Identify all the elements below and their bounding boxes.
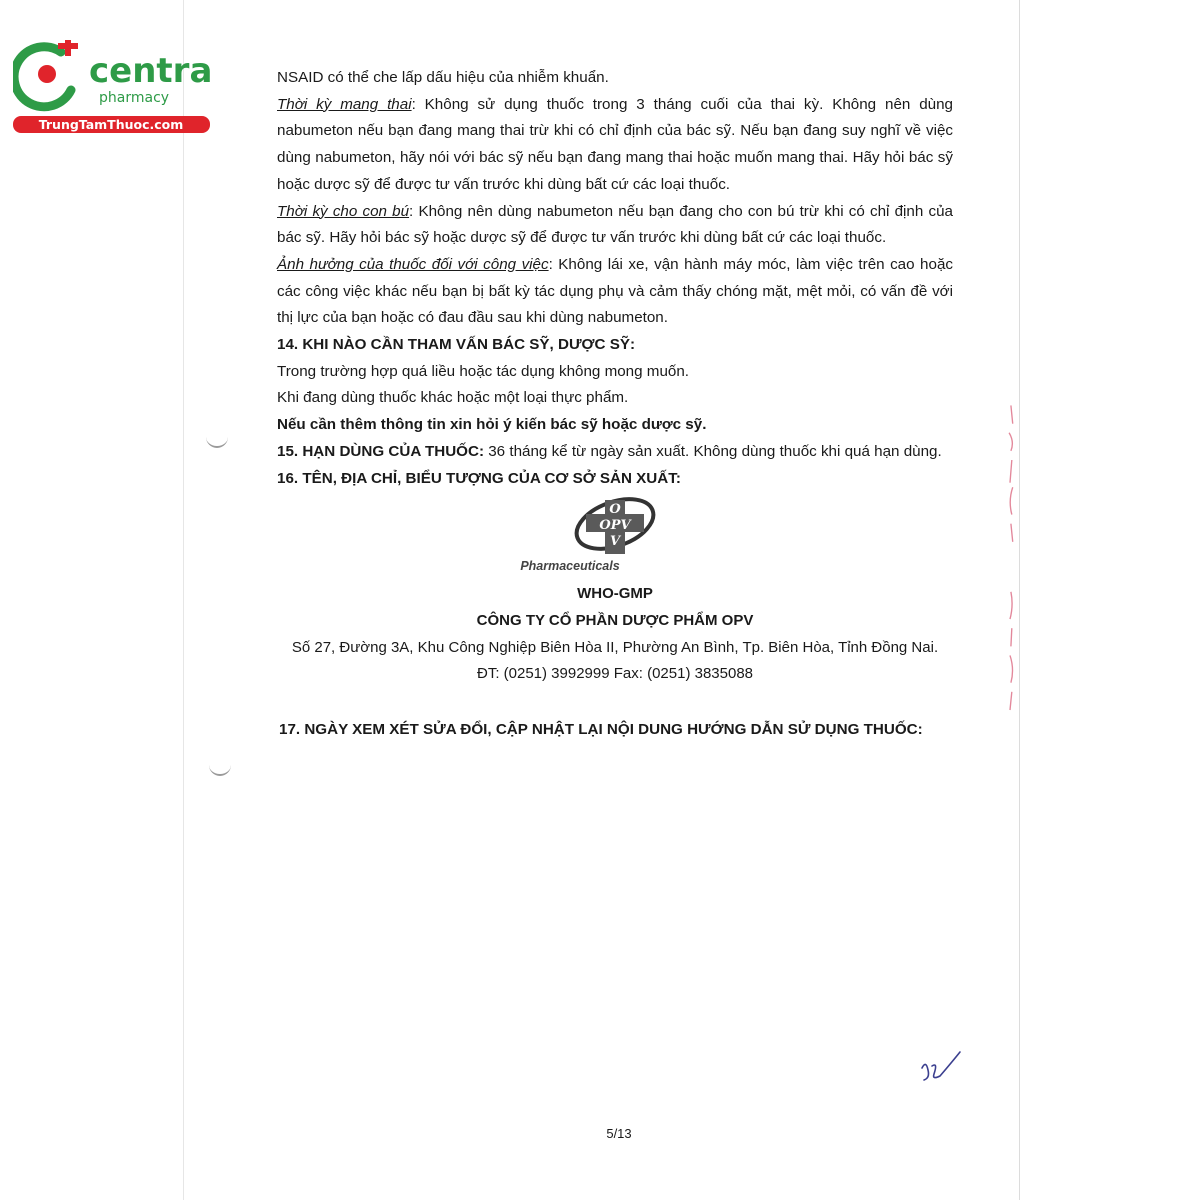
page-number: 5/13	[606, 1126, 632, 1141]
svg-text:central: central	[89, 51, 213, 91]
section-14-heading: 14. KHI NÀO CẦN THAM VẤN BÁC SỸ, DƯỢC SỸ:	[277, 336, 636, 354]
central-pharmacy-logo	[13, 40, 213, 140]
driving-text: : Không lái xe, vận hành máy móc, làm việc trên cao hoặc các công việc khác nếu bạn bị bất kỳ tác dụng phụ và cảm thấy chóng mặt, mệt mỏi, có vấn đề với thị lực của bạn hoặc có đau đầu sau khi dùng nabumeton.	[277, 255, 953, 327]
section-16-heading: 16. TÊN, ĐỊA CHỈ, BIỂU TƯỢNG CỦA CƠ SỞ SẢN XUẤT:	[277, 469, 681, 487]
company-address: Số 27, Đường 3A, Khu Công Nghiệp Biên Hòa II, Phường An Bình, Tp. Biên Hòa, Tỉnh Đồng Nai.	[291, 639, 939, 656]
text-line: NSAID có thể che lấp dấu hiệu của nhiễm khuẩn.	[277, 69, 609, 86]
handwritten-initials-mark	[918, 1050, 964, 1086]
stamp-edge-mark	[1000, 380, 1020, 740]
breastfeeding-text: : Không nên dùng nabumeton nếu bạn đang cho con bú trừ khi có chỉ định của bác sỹ. Hãy hỏi bác sỹ hoặc dược sỹ để được tư vấn trước khi dùng bất cứ các loại thuốc.	[277, 202, 953, 247]
opv-logo-o: O	[609, 502, 621, 517]
breastfeeding-paragraph	[277, 199, 953, 252]
logo-mark-icon	[13, 40, 213, 135]
breastfeeding-label: Thời kỳ cho con bú	[277, 202, 410, 220]
section-15-text: 36 tháng kể từ ngày sản xuất. Không dùng thuốc khi quá hạn dùng.	[484, 442, 942, 460]
opv-cross-icon	[560, 494, 670, 564]
company-phone-fax: ĐT: (0251) 3992999 Fax: (0251) 3835088	[476, 665, 754, 682]
driving-label: Ảnh hưởng của thuốc đối với công việc	[277, 255, 549, 273]
section-15-paragraph	[277, 439, 953, 466]
opv-caption: Pharmaceuticals	[520, 559, 620, 573]
section-17-title: 17. NGÀY XEM XÉT SỬA ĐỔI, CẬP NHẬT LẠI NỘI DUNG HƯỚNG DẪN SỬ DỤNG THUỐC:	[279, 721, 923, 738]
driving-paragraph	[277, 252, 953, 332]
section-14-line: Trong trường hợp quá liều hoặc tác dụng không mong muốn.	[277, 362, 689, 380]
opv-logo-text: OPV	[599, 518, 631, 533]
section-14-line-bold: Nếu cần thêm thông tin xin hỏi ý kiến bác sỹ hoặc dược sỹ.	[277, 416, 707, 434]
section-17-heading	[279, 717, 955, 744]
who-gmp-label: WHO-GMP	[577, 585, 653, 602]
company-name: CÔNG TY CỔ PHẦN DƯỢC PHẨM OPV	[476, 612, 754, 629]
pregnancy-label: Thời kỳ mang thai	[277, 95, 412, 113]
document-body	[277, 65, 953, 492]
svg-text:pharmacy: pharmacy	[99, 90, 170, 106]
section-14-line: Khi đang dùng thuốc khác hoặc một loại thực phẩm.	[277, 389, 629, 407]
svg-text:TrungTamThuoc.com: TrungTamThuoc.com	[38, 117, 184, 132]
opv-logo	[277, 494, 953, 569]
section-15-heading: 15. HẠN DÙNG CỦA THUỐC:	[277, 442, 485, 460]
opv-logo-v: V	[609, 534, 621, 549]
pregnancy-text: : Không sử dụng thuốc trong 3 tháng cuối của thai kỳ. Không nên dùng nabumeton nếu bạn đang mang thai trừ khi có chỉ định của bác sỹ. Nếu bạn đang suy nghĩ về việc dùng nabumeton, hãy nói với bác sỹ nếu bạn đang mang thai hoặc muốn mang thai. Hãy hỏi bác sỹ hoặc dược sỹ để được tư vấn trước khi dùng bất cứ các loại thuốc.	[277, 95, 954, 193]
pregnancy-paragraph	[277, 92, 953, 199]
